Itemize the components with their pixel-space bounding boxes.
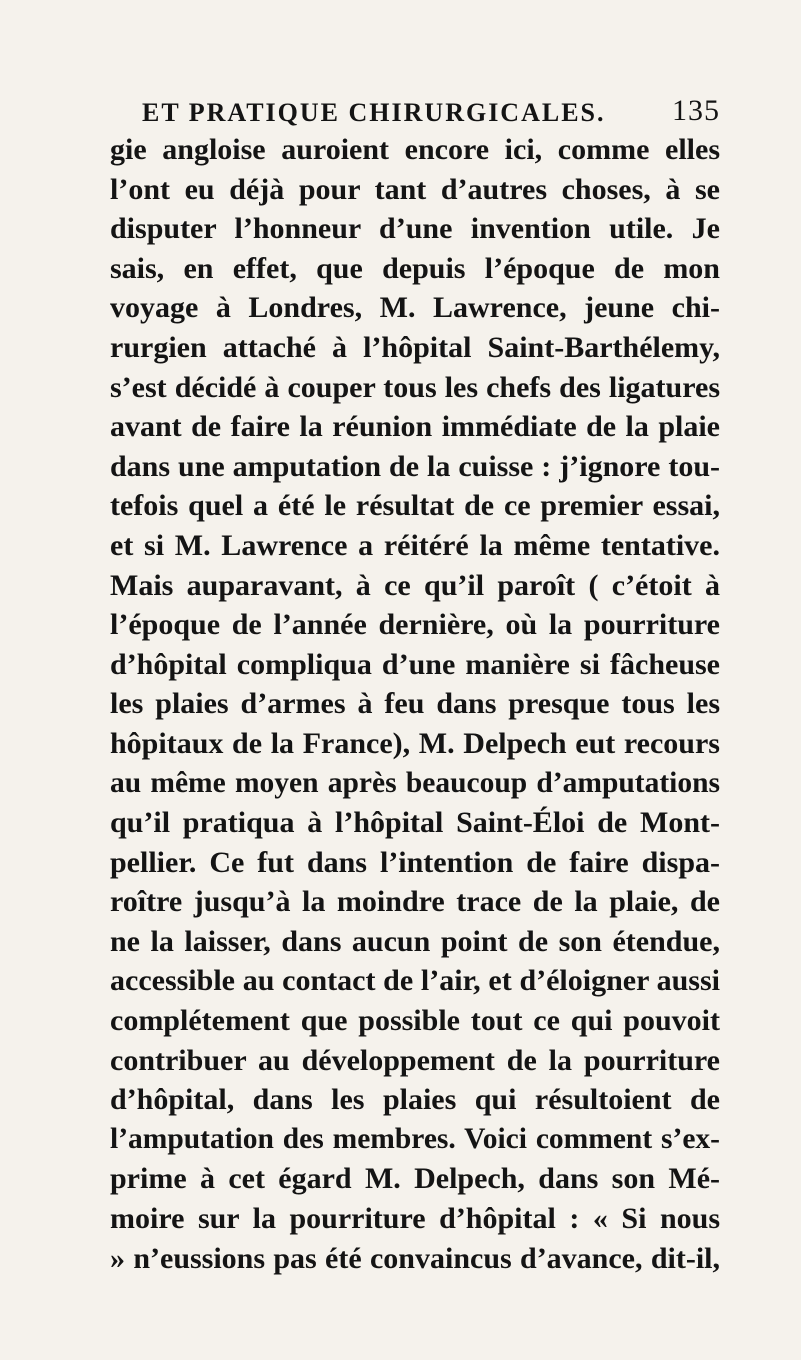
text-line: avant de faire la réunion immédiate de la plaie: [110, 410, 720, 444]
text-line: contribuer au développement de la pourriture: [110, 1043, 720, 1077]
text-line: d’hôpital, dans les plaies qui résultoient de: [110, 1083, 720, 1117]
text-line: d’hôpital compliqua d’une manière si fâcheuse: [110, 647, 720, 681]
text-line: dans une amputation de la cuisse : j’ignore tou-: [110, 449, 720, 483]
text-line: rurgien attaché à l’hôpital Saint-Barthélemy,: [110, 330, 720, 364]
text-line: voyage à Londres, M. Lawrence, jeune chi-: [110, 291, 720, 325]
text-line: moire sur la pourriture d’hôpital : « Si nous: [110, 1202, 720, 1236]
page-number: 135: [672, 94, 720, 127]
text-line: hôpitaux de la France), M. Delpech eut recours: [110, 726, 720, 760]
text-line: prime à cet égard M. Delpech, dans son Mé-: [110, 1162, 720, 1196]
text-line: s’est décidé à couper tous les chefs des ligatures: [110, 370, 720, 404]
text-line: complétement que possible tout ce qui pouvoit: [110, 1004, 720, 1038]
text-line: l’ont eu déjà pour tant d’autres choses, à se: [110, 172, 720, 206]
text-line: l’amputation des membres. Voici comment s’ex-: [110, 1122, 720, 1155]
text-line: sais, en effet, que depuis l’époque de mon: [110, 251, 720, 285]
text-line: gie angloise auroient encore ici, comme elles: [110, 133, 720, 166]
text-line: pellier. Ce fut dans l’intention de faire dispa-: [110, 845, 720, 879]
running-title: ET PRATIQUE CHIRURGICALES.: [142, 98, 606, 127]
text-line: au même moyen après beaucoup d’amputations: [110, 766, 720, 799]
text-line: l’époque de l’année dernière, où la pourriture: [110, 608, 720, 642]
body-text: [110, 130, 720, 1278]
text-line: disputer l’honneur d’une invention utile. Je: [110, 212, 720, 246]
text-line: les plaies d’armes à feu dans presque tous les: [110, 687, 720, 721]
text-line: ne la laisser, dans aucun point de son étendue,: [110, 924, 720, 958]
text-line: qu’il pratiqua à l’hôpital Saint-Éloi de Mont-: [110, 806, 720, 840]
text-line: roître jusqu’à la moindre trace de la plaie, de: [110, 885, 720, 919]
text-line: et si M. Lawrence a réitéré la même tentative.: [110, 528, 720, 562]
text-line: Mais auparavant, à ce qu’il paroît ( c’étoit à: [110, 568, 720, 602]
text-line: tefois quel a été le résultat de ce premier essai,: [110, 489, 720, 523]
running-head: [110, 88, 720, 128]
text-line: accessible au contact de l’air, et d’éloigner aussi: [110, 964, 720, 998]
text-line: » n’eussions pas été convaincus d’avance, dit-il,: [110, 1241, 720, 1275]
